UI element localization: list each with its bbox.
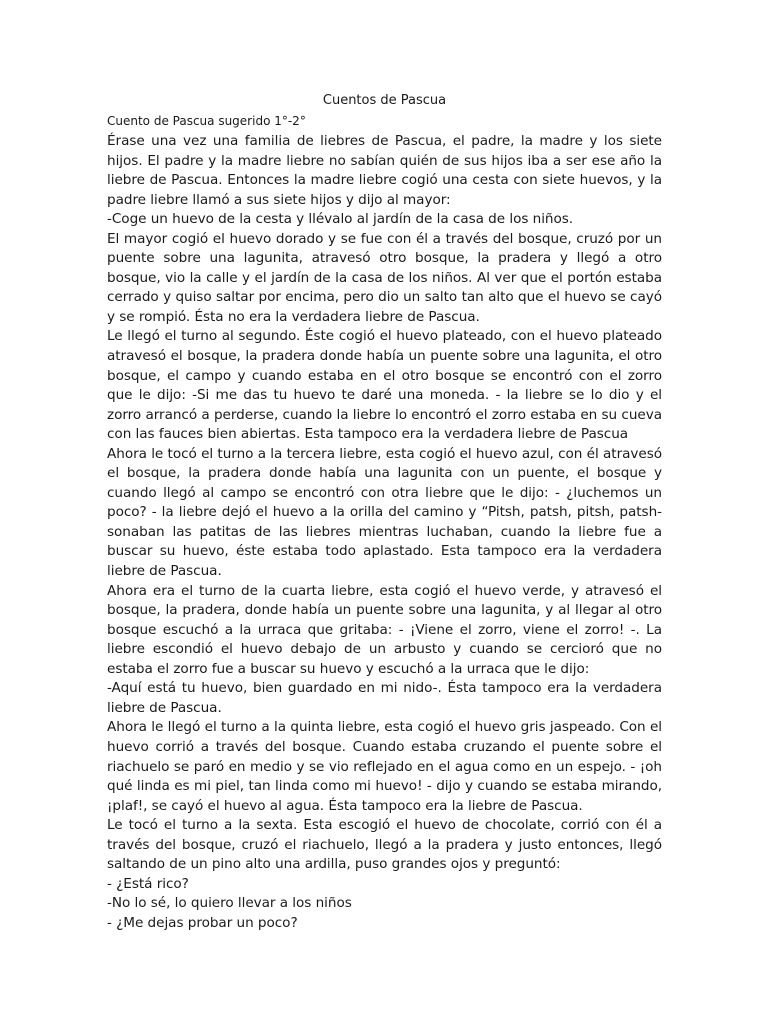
paragraph: - ¿Me dejas probar un poco?	[107, 914, 298, 931]
document-page	[107, 92, 662, 933]
paragraph: Ahora era el turno de la cuarta liebre, esta cogió el huevo verde, y atravesó el bosque, la pradera, donde había un puente sobre una lagunita, y al llegar al otro bosque escuchó a la urraca que gritaba: - ¡Viene el zorro, viene el zorro! -. La liebre escondió el huevo debajo de un arbusto y cuando se cercioró que no estaba el zorro fue a buscar su huevo y escuchó a la urraca que le dijo:	[107, 582, 662, 677]
paragraph: Le llegó el turno al segundo. Éste cogió el huevo plateado, con el huevo plateado atravesó el bosque, la pradera donde había un puente sobre una lagunita, el otro bosque, el campo y cuando estaba en el otro bosque se encontró con el zorro que le dijo: -Si me das tu huevo te daré una moneda. - la liebre se lo dio y el zorro arrancó a perderse, cuando la liebre lo encontró el zorro estaba en su cueva con las fauces bien abiertas. Esta tampoco era la verdadera liebre de Pascua	[107, 328, 662, 443]
paragraph: Ahora le tocó el turno a la tercera liebre, esta cogió el huevo azul, con él atravesó el bosque, la pradera donde había una lagunita con un puente, el bosque y cuando llegó al campo se encontró con otra liebre que le dijo: - ¿luchemos un poco? - la liebre dejó el huevo a la orilla del camino y “Pitsh, patsh, pitsh, patsh- sonaban las patitas de las liebres mientras luchaban, cuando la liebre fue a buscar su huevo, éste estaba todo aplastado. Esta tampoco era la verdadera liebre de Pascua.	[107, 445, 662, 580]
paragraph: -Coge un huevo de la cesta y llévalo al jardín de la casa de los niños.	[107, 211, 574, 228]
paragraph: -No lo sé, lo quiero llevar a los niños	[107, 895, 352, 912]
document-title: Cuentos de Pascua	[322, 93, 447, 108]
paragraph: Érase una vez una familia de liebres de Pascua, el padre, la madre y los siete hijos. El padre y la madre liebre no sabían quién de sus hijos iba a ser ese año la liebre de Pascua. Entonces la madre liebre cogió una cesta con siete huevos, y la padre liebre llamó a sus siete hijos y dijo al mayor:	[107, 133, 662, 208]
paragraph: El mayor cogió el huevo dorado y se fue con él a través del bosque, cruzó por un puente sobre una lagunita, atravesó otro bosque, la pradera y llegó a otro bosque, vio la calle y el jardín de la casa de los niños. Al ver que el portón estaba cerrado y quiso saltar por encima, pero dio un salto tan alto que el huevo se cayó y se rompió. Ésta no era la verdadera liebre de Pascua.	[107, 230, 662, 325]
paragraph: Ahora le llegó el turno a la quinta liebre, esta cogió el huevo gris jaspeado. Con el huevo corrió a través del bosque. Cuando estaba cruzando el puente sobre el riachuelo se paró en medio y se vio reflejado en el agua como en un espejo. - ¡oh qué linda es mi piel, tan linda como mi huevo! - dijo y cuando se estaba mirando, ¡plaf!, se cayó el huevo al agua. Ésta tampoco era la liebre de Pascua.	[107, 719, 662, 814]
paragraph: - ¿Está rico?	[107, 875, 189, 892]
paragraph: -Aquí está tu huevo, bien guardado en mi nido-. Ésta tampoco era la verdadera liebre de Pascua.	[107, 680, 662, 716]
story-body	[107, 132, 662, 933]
document-subtitle: Cuento de Pascua sugerido 1°-2°	[107, 114, 306, 128]
paragraph: Le tocó el turno a la sexta. Esta escogió el huevo de chocolate, corrió con él a través del bosque, cruzó el riachuelo, llegó a la pradera y justo entonces, llegó saltando de un pino alto una ardilla, puso grandes ojos y preguntó:	[107, 817, 662, 873]
